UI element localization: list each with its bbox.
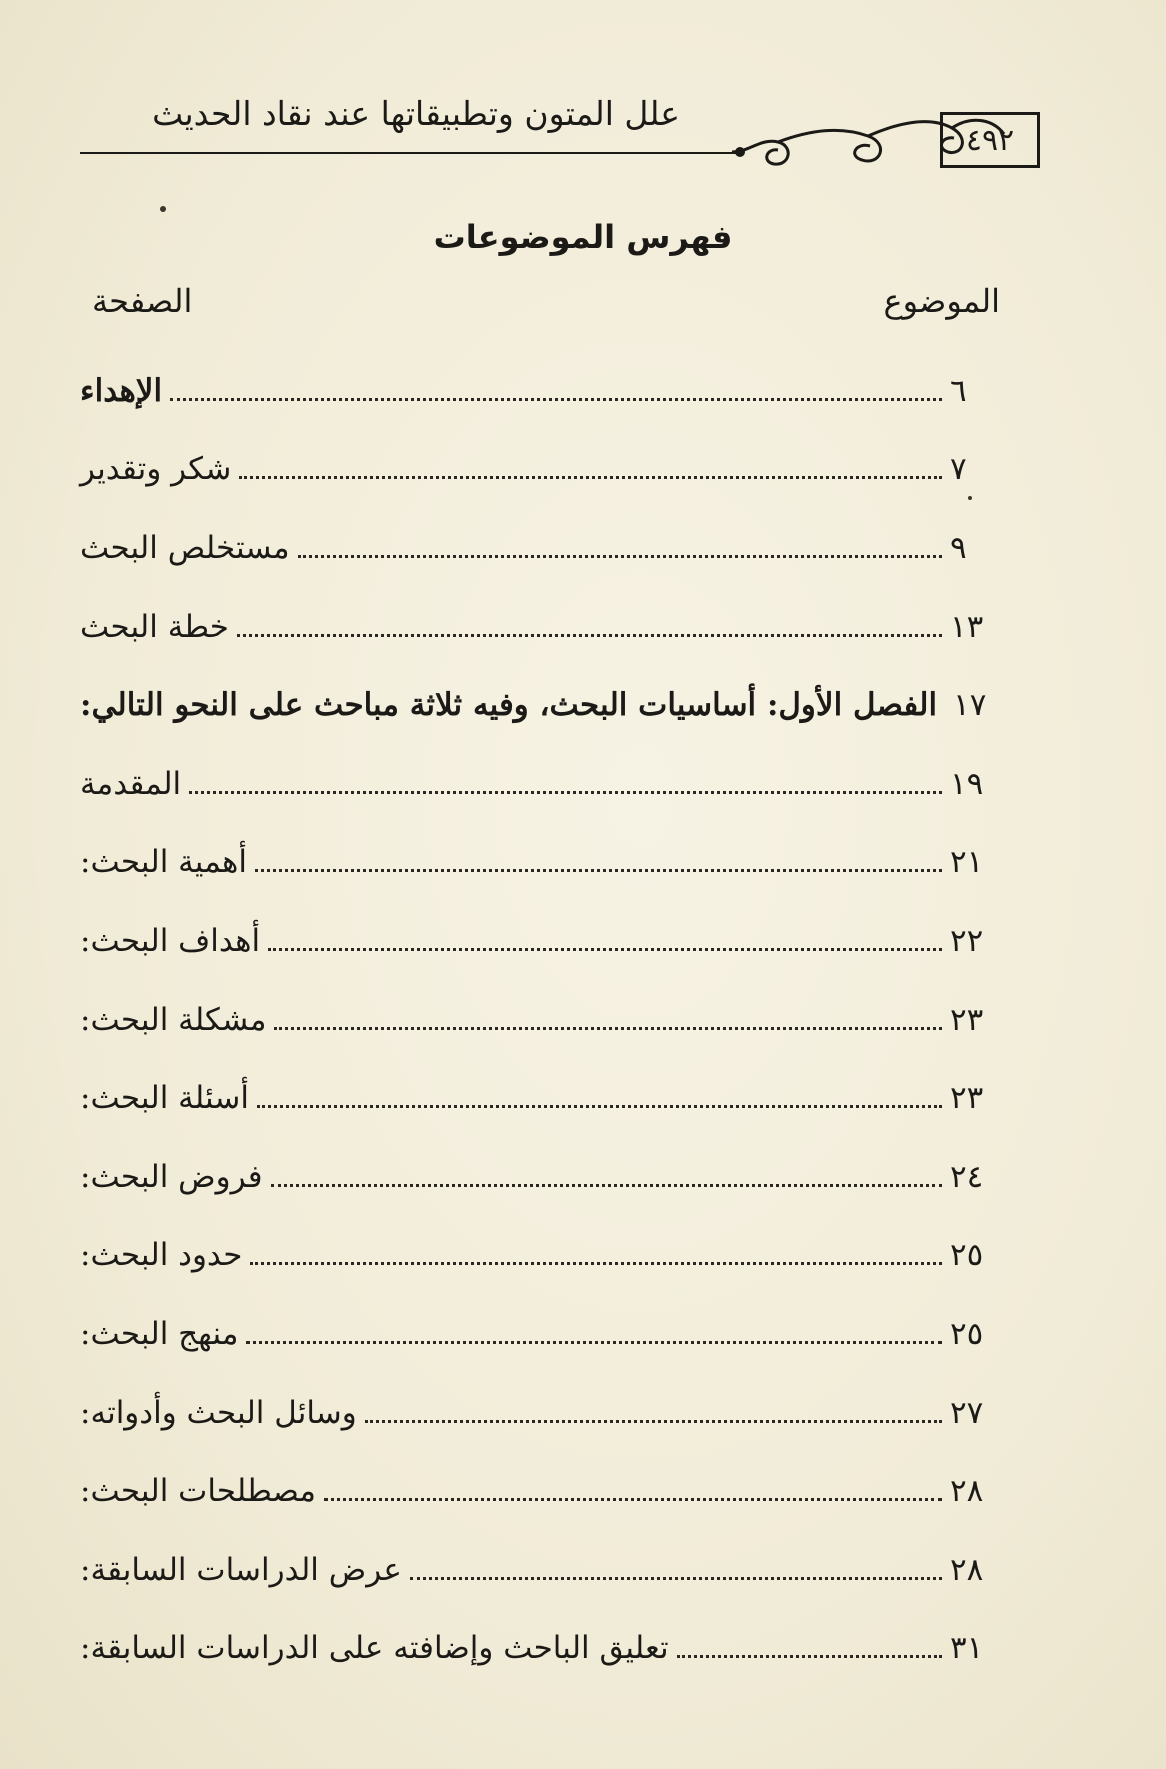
toc-list: [80, 352, 1000, 1688]
toc-entry: [80, 1531, 1000, 1610]
dot-leader: [268, 948, 942, 951]
dot-leader: [324, 1498, 942, 1501]
toc-entry-page: ٢٣: [950, 1001, 984, 1038]
toc-entry-label: أهداف البحث:: [80, 922, 261, 959]
toc-entry: [80, 1138, 1000, 1217]
scroll-ornament-icon: [730, 108, 1008, 172]
toc-entry: [80, 1295, 1000, 1374]
toc-entry: [80, 1217, 1000, 1296]
toc-entry-page: ٢٨: [950, 1551, 984, 1588]
toc-entry-label: أسئلة البحث:: [80, 1080, 249, 1117]
toc-entry-page: ٢١: [950, 844, 984, 881]
paper-speck: [968, 496, 972, 500]
toc-entry-label: الإهداء: [80, 372, 163, 409]
toc-entry: [80, 1374, 1000, 1453]
toc-entry-page: ٦: [950, 372, 967, 409]
toc-entry: [80, 745, 1000, 824]
page-number: ٤٩٢: [965, 122, 1015, 158]
toc-entry: [80, 1452, 1000, 1531]
toc-entry-label: مشكلة البحث:: [80, 1001, 267, 1038]
toc-entry-page: ٧: [950, 451, 967, 488]
toc-entry: [80, 902, 1000, 981]
toc-entry-page: ٢٢: [950, 922, 984, 959]
toc-entry-page: ٢٨: [950, 1473, 984, 1510]
toc-entry-label: منهج البحث:: [80, 1315, 239, 1352]
column-header-page: الصفحة: [92, 282, 193, 320]
toc-entry-label: عرض الدراسات السابقة:: [80, 1551, 402, 1588]
dot-leader: [239, 476, 942, 479]
toc-entry-label: خطة البحث: [80, 608, 229, 645]
toc-entry: [80, 352, 1000, 431]
dot-leader: [677, 1655, 942, 1658]
toc-entry-page: ٢٧: [950, 1394, 984, 1431]
dot-leader: [274, 1027, 942, 1030]
toc-entry-page: ٢٥: [950, 1315, 984, 1352]
toc-entry-page: ٢٤: [950, 1158, 984, 1195]
header-rule: [80, 152, 740, 154]
dot-leader: [271, 1184, 942, 1187]
running-title: علل المتون وتطبيقاتها عند نقاد الحديث: [152, 94, 680, 133]
dot-leader: [237, 634, 942, 637]
toc-entry-page: ٩: [950, 529, 967, 566]
toc-entry-label: المقدمة: [80, 765, 182, 802]
paper-speck: [160, 206, 166, 212]
toc-entry-page: ١٧: [953, 687, 987, 724]
toc-entry-label: أهمية البحث:: [80, 844, 248, 881]
dot-leader: [170, 398, 942, 401]
toc-entry: [80, 1610, 1000, 1689]
toc-entry-label: مصطلحات البحث:: [80, 1473, 316, 1510]
dot-leader: [255, 869, 942, 872]
toc-entry-label: تعليق الباحث وإضافته على الدراسات السابقة:: [80, 1630, 669, 1667]
toc-entry-page: ١٩: [950, 765, 984, 802]
toc-entry-label: حدود البحث:: [80, 1237, 243, 1274]
toc-entry: [80, 981, 1000, 1060]
toc-entry: [80, 824, 1000, 903]
toc-entry: [80, 1059, 1000, 1138]
dot-leader: [410, 1577, 942, 1580]
dot-leader: [298, 555, 942, 558]
toc-title: فهرس الموضوعات: [433, 218, 733, 256]
toc-entry: [80, 588, 1000, 667]
toc-entry: [80, 431, 1000, 510]
dot-leader: [250, 1262, 942, 1265]
running-header: [70, 92, 1040, 172]
dot-leader: [246, 1341, 942, 1344]
toc-entry-page: ٣١: [950, 1630, 984, 1667]
dot-leader: [257, 1105, 942, 1108]
toc-entry: [80, 509, 1000, 588]
toc-entry-page: ١٣: [950, 608, 984, 645]
toc-entry: [80, 666, 1000, 745]
dot-leader: [189, 791, 942, 794]
toc-entry-page: ٢٥: [950, 1237, 984, 1274]
toc-entry-label: مستخلص البحث: [80, 529, 290, 566]
dot-leader: [365, 1420, 942, 1423]
toc-entry-label: الفصل الأول: أساسيات البحث، وفيه ثلاثة مباحث على النحو التالي:: [80, 687, 938, 724]
toc-entry-label: فروض البحث:: [80, 1158, 263, 1195]
toc-entry-label: وسائل البحث وأدواته:: [80, 1394, 357, 1431]
toc-entry-page: ٢٣: [950, 1080, 984, 1117]
toc-entry-label: شكر وتقدير: [80, 451, 232, 488]
column-header-topic: الموضوع: [883, 282, 1000, 320]
